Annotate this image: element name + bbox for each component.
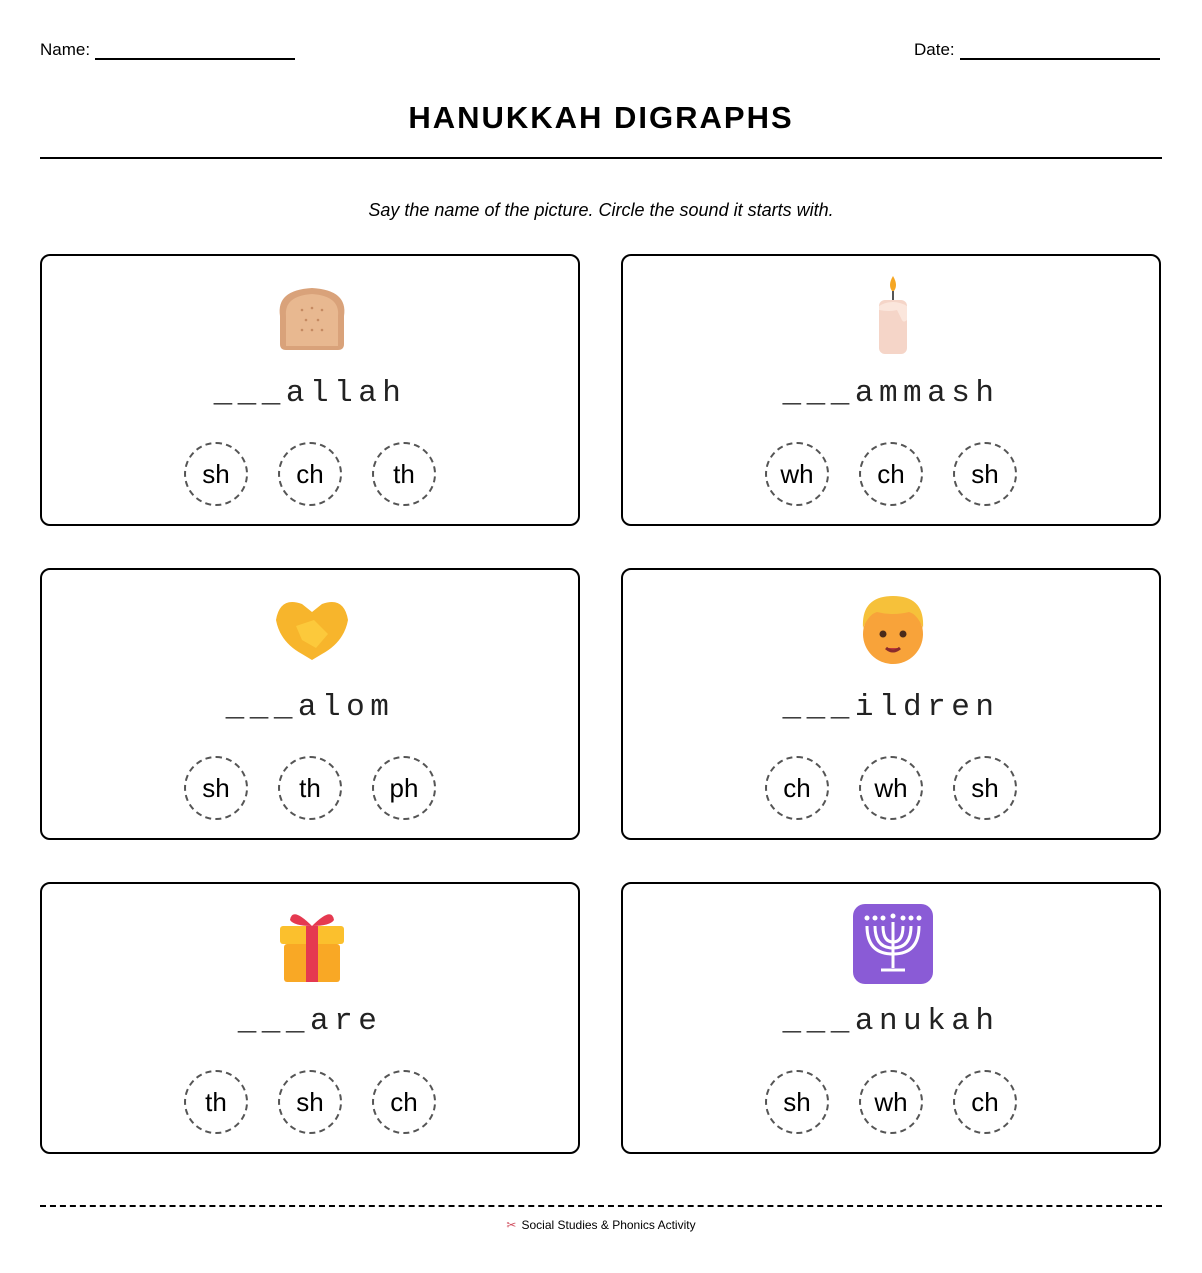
option-circle[interactable]: wh bbox=[765, 442, 829, 506]
word-blank: ___ildren bbox=[782, 690, 1000, 725]
option-circle[interactable]: sh bbox=[953, 442, 1017, 506]
instructions: Say the name of the picture. Circle the sound it starts with. bbox=[368, 200, 834, 220]
option-circle[interactable]: ph bbox=[372, 756, 436, 820]
picture-card bbox=[40, 568, 580, 840]
option-circle[interactable]: wh bbox=[859, 1070, 923, 1134]
footer bbox=[0, 1218, 1202, 1232]
picture-card bbox=[40, 254, 580, 526]
word-blank: ___allah bbox=[213, 376, 407, 411]
option-circle[interactable]: sh bbox=[184, 756, 248, 820]
menorah-icon bbox=[853, 904, 933, 984]
option-circle[interactable]: ch bbox=[859, 442, 923, 506]
option-group bbox=[42, 442, 578, 506]
word-blank: ___ammash bbox=[782, 376, 1000, 411]
option-circle[interactable]: th bbox=[372, 442, 436, 506]
option-circle[interactable]: sh bbox=[765, 1070, 829, 1134]
option-circle[interactable]: sh bbox=[278, 1070, 342, 1134]
date-label: Date: bbox=[914, 40, 955, 59]
option-circle[interactable]: ch bbox=[953, 1070, 1017, 1134]
bread-icon bbox=[272, 276, 352, 356]
footer-text: Social Studies & Phonics Activity bbox=[521, 1218, 696, 1232]
picture-card bbox=[621, 882, 1161, 1154]
option-group bbox=[42, 756, 578, 820]
picture-card bbox=[40, 882, 580, 1154]
date-line[interactable] bbox=[960, 58, 1160, 60]
gift-icon bbox=[272, 904, 352, 984]
candle-icon bbox=[853, 276, 933, 356]
word-blank: ___are bbox=[237, 1004, 383, 1039]
option-circle[interactable]: ch bbox=[278, 442, 342, 506]
word-blank: ___anukah bbox=[782, 1004, 1000, 1039]
ribbon-icon: ✂ bbox=[506, 1218, 517, 1232]
option-circle[interactable]: ch bbox=[372, 1070, 436, 1134]
footer-divider bbox=[40, 1205, 1162, 1207]
handshake-icon bbox=[272, 590, 352, 670]
option-group bbox=[623, 756, 1159, 820]
date-field[interactable] bbox=[914, 40, 1160, 60]
option-circle[interactable]: th bbox=[278, 756, 342, 820]
picture-card bbox=[621, 568, 1161, 840]
title-divider bbox=[40, 157, 1162, 159]
child-icon bbox=[853, 590, 933, 670]
name-line[interactable] bbox=[95, 58, 295, 60]
option-group bbox=[42, 1070, 578, 1134]
option-circle[interactable]: th bbox=[184, 1070, 248, 1134]
picture-card bbox=[621, 254, 1161, 526]
option-circle[interactable]: ch bbox=[765, 756, 829, 820]
name-field[interactable] bbox=[40, 40, 295, 60]
name-label: Name: bbox=[40, 40, 91, 59]
page-title: HANUKKAH DIGRAPHS bbox=[408, 100, 794, 135]
option-group bbox=[623, 442, 1159, 506]
option-circle[interactable]: sh bbox=[184, 442, 248, 506]
option-circle[interactable]: wh bbox=[859, 756, 923, 820]
option-group bbox=[623, 1070, 1159, 1134]
option-circle[interactable]: sh bbox=[953, 756, 1017, 820]
word-blank: ___alom bbox=[225, 690, 395, 725]
